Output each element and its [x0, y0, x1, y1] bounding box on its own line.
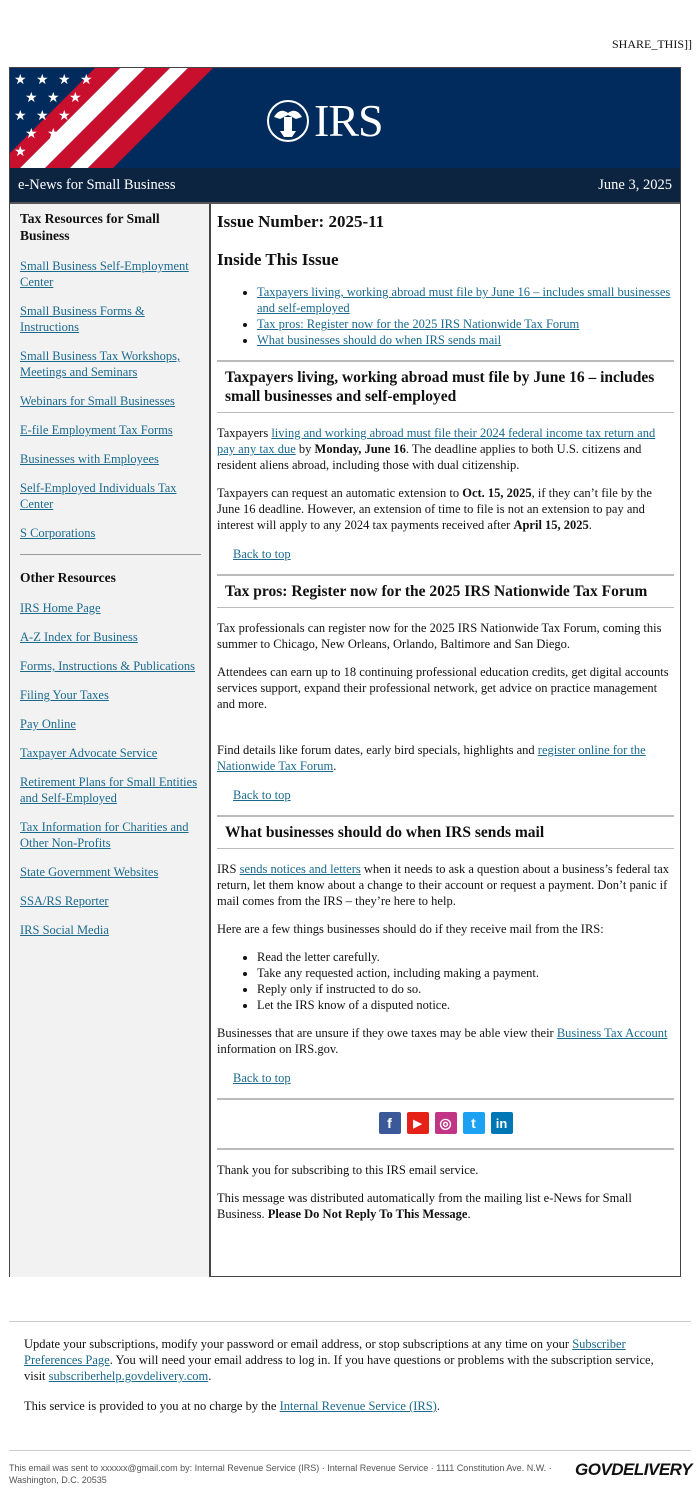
- toc-item: [257, 284, 674, 316]
- sidebar-heading-other-resources: Other Resources: [20, 570, 116, 585]
- sidebar-link[interactable]: Businesses with Employees: [20, 452, 159, 466]
- paragraph: IRS sends notices and letters when it needs to ask a question about a business’s federal tax return, let them know about a change to their account or request a payment. Don’t panic if mail comes from the IRS – they’re here to help.: [217, 862, 669, 908]
- sidebar-link[interactable]: IRS Home Page: [20, 601, 101, 615]
- notices-link[interactable]: sends notices and letters: [239, 862, 361, 876]
- paragraph: Taxpayers living and working abroad must file their 2024 federal income tax return and pay any tax due by Monday, June 16. The deadline applies to both U.S. citizens and resident aliens abroad, including those with dual citizenship.: [217, 426, 656, 472]
- subscriberhelp-link[interactable]: subscriberhelp.govdelivery.com: [48, 1369, 209, 1383]
- footer-paragraph: This service is provided to you at no charge by the Internal Revenue Service (IRS).: [24, 1399, 440, 1413]
- svg-text:★: ★: [14, 72, 27, 88]
- paragraph: Businesses that are unsure if they owe taxes may be able view their Business Tax Account information on IRS.gov.: [217, 1026, 668, 1056]
- inside-this-issue-heading: Inside This Issue: [217, 250, 339, 269]
- sidebar-heading-tax-resources: Tax Resources for Small Business: [20, 211, 160, 243]
- svg-text:★: ★: [69, 90, 82, 106]
- sidebar-link[interactable]: SSA/RS Reporter: [20, 894, 109, 908]
- sidebar-link[interactable]: Forms, Instructions & Publications: [20, 659, 195, 673]
- register-link[interactable]: register online for the Nationwide Tax Forum: [217, 743, 646, 773]
- sidebar-link[interactable]: State Government Websites: [20, 865, 159, 879]
- social-icons: [217, 1112, 674, 1134]
- sidebar-link[interactable]: Tax Information for Charities and Other Non-Profits: [20, 820, 189, 850]
- paragraph: Tax professionals can register now for the 2025 IRS Nationwide Tax Forum, coming this summer to Chicago, New Orleans, Orlando, Baltimore and San Diego.: [217, 621, 662, 651]
- svg-text:★: ★: [80, 72, 93, 88]
- logo-text: IRS: [314, 95, 383, 146]
- section-divider: [217, 574, 674, 576]
- svg-text:★: ★: [36, 108, 49, 124]
- flag-graphic: [10, 68, 225, 168]
- section-divider: [217, 607, 674, 608]
- newsletter-title: e-News for Small Business: [18, 176, 176, 193]
- list-item: • Take any requested action, including making a payment.: [257, 965, 674, 981]
- paragraph: Find details like forum dates, early bird specials, highlights and register online for the Nationwide Tax Forum.: [217, 743, 646, 773]
- section-divider: [217, 815, 674, 817]
- sidebar-link[interactable]: IRS Social Media: [20, 923, 109, 937]
- govdelivery-logo: GOVDELIVERY: [575, 1460, 692, 1479]
- section-title-tax-forum: Tax pros: Register now for the 2025 IRS Nationwide Tax Forum: [225, 583, 648, 600]
- svg-text:★: ★: [58, 108, 71, 124]
- list-item: • Reply only if instructed to do so.: [257, 981, 674, 997]
- linkedin-icon[interactable]: in: [491, 1112, 513, 1134]
- sidebar-link[interactable]: E-file Employment Tax Forms: [20, 423, 173, 437]
- abroad-link[interactable]: living and working abroad must file their 2024 federal income tax return and pay any tax due: [217, 426, 656, 456]
- section-divider: [217, 1148, 674, 1150]
- sidebar-link[interactable]: Small Business Tax Workshops, Meetings and Seminars: [20, 349, 181, 379]
- sidebar: [10, 204, 211, 1277]
- svg-text:★: ★: [47, 90, 60, 106]
- toc-link[interactable]: Tax pros: Register now for the 2025 IRS Nationwide Tax Forum: [257, 317, 580, 331]
- section-divider: [217, 412, 674, 413]
- irs-banner: [10, 68, 680, 168]
- sidebar-link[interactable]: Small Business Self-Employment Center: [20, 259, 189, 289]
- footer-paragraph: Update your subscriptions, modify your password or email address, or stop subscriptions at any time on your Subscriber Preferences Page. You will need your email address to log in. If you have questions or problems with the subscription service, visit subscriberhelp.govdelivery.com.: [24, 1337, 654, 1383]
- irs-link[interactable]: Internal Revenue Service (IRS): [279, 1399, 437, 1413]
- paragraph: Here are a few things businesses should do if they receive mail from the IRS:: [217, 922, 604, 936]
- issue-date: June 3, 2025: [598, 176, 672, 193]
- recipient-notice: This email was sent to xxxxxx@gmail.com by: Internal Revenue Service (IRS) · Internal Revenue Service · 1111 Constitution Ave. N.W. · Washington, D.C. 20535: [9, 1463, 552, 1485]
- toc-item: [257, 332, 674, 348]
- table-of-contents: [217, 284, 674, 348]
- section-title-abroad: Taxpayers living, working abroad must file by June 16 – includes small businesses and self-employed: [225, 369, 655, 405]
- business-tax-account-link[interactable]: Business Tax Account: [556, 1026, 668, 1040]
- back-to-top-link[interactable]: Back to top: [233, 547, 291, 561]
- toc-link[interactable]: Taxpayers living, working abroad must file by June 16 – includes small businesses and self-employed: [257, 285, 671, 315]
- list-item: • Read the letter carefully.: [257, 949, 674, 965]
- svg-text:★: ★: [58, 72, 71, 88]
- list-item: • Let the IRS know of a disputed notice.: [257, 997, 674, 1013]
- subscriber-preferences-link[interactable]: Subscriber Preferences Page: [24, 1337, 626, 1367]
- irs-logo: [266, 95, 383, 146]
- section-title-irs-mail: What businesses should do when IRS sends mail: [225, 824, 545, 841]
- twitter-icon[interactable]: t: [463, 1112, 485, 1134]
- svg-text:★: ★: [47, 126, 60, 142]
- svg-text:★: ★: [14, 108, 27, 124]
- svg-text:★: ★: [36, 72, 49, 88]
- sidebar-link[interactable]: Self-Employed Individuals Tax Center: [20, 481, 177, 511]
- main-content: [211, 204, 680, 1277]
- back-to-top-link[interactable]: Back to top: [233, 1071, 291, 1085]
- footer-divider: [9, 1450, 691, 1451]
- footer-divider: [9, 1321, 691, 1322]
- sidebar-divider: [20, 554, 201, 555]
- svg-text:★: ★: [25, 90, 38, 106]
- sidebar-link[interactable]: A-Z Index for Business: [20, 630, 138, 644]
- newsletter-frame: [9, 67, 681, 1277]
- share-this-text: SHARE_THIS]]: [612, 37, 692, 51]
- instagram-icon[interactable]: ◎: [435, 1112, 457, 1134]
- subscription-footer: [24, 1336, 674, 1426]
- bullet-list: [217, 949, 674, 1013]
- sidebar-link[interactable]: Taxpayer Advocate Service: [20, 746, 158, 760]
- sidebar-link[interactable]: Retirement Plans for Small Entities and Self-Employed: [20, 775, 198, 805]
- eagle-icon: [266, 99, 310, 143]
- distribution-notice: This message was distributed automatically from the mailing list e-News for Small Business. Please Do Not Reply To This Message.: [217, 1191, 632, 1221]
- sidebar-link[interactable]: Small Business Forms & Instructions: [20, 304, 145, 334]
- svg-text:★: ★: [25, 126, 38, 142]
- sidebar-link[interactable]: Filing Your Taxes: [20, 688, 109, 702]
- section-divider: [217, 848, 674, 849]
- thanks-text: Thank you for subscribing to this IRS email service.: [217, 1163, 479, 1177]
- toc-link[interactable]: What businesses should do when IRS sends mail: [257, 333, 502, 347]
- facebook-icon[interactable]: f: [379, 1112, 401, 1134]
- toc-item: [257, 316, 674, 332]
- sidebar-link[interactable]: Webinars for Small Businesses: [20, 394, 175, 408]
- paragraph: Taxpayers can request an automatic extension to Oct. 15, 2025, if they can’t file by the June 16 deadline. However, an extension of time to file is not an extension to pay and interest will apply to any 2024 tax payments received after April 15, 2025.: [217, 486, 652, 532]
- paragraph: Attendees can earn up to 18 continuing professional education credits, get digital accounts services support, expand their professional network, get advice on practice management and more.: [217, 665, 669, 711]
- section-divider: [217, 360, 674, 362]
- svg-text:★: ★: [14, 144, 27, 160]
- section-divider: [217, 1098, 674, 1100]
- sidebar-link[interactable]: Pay Online: [20, 717, 76, 731]
- youtube-icon[interactable]: ▶: [407, 1112, 429, 1134]
- back-to-top-link[interactable]: Back to top: [233, 788, 291, 802]
- issue-number: Issue Number: 2025-11: [217, 212, 385, 231]
- newsletter-bar: [10, 168, 680, 204]
- sidebar-link[interactable]: S Corporations: [20, 526, 96, 540]
